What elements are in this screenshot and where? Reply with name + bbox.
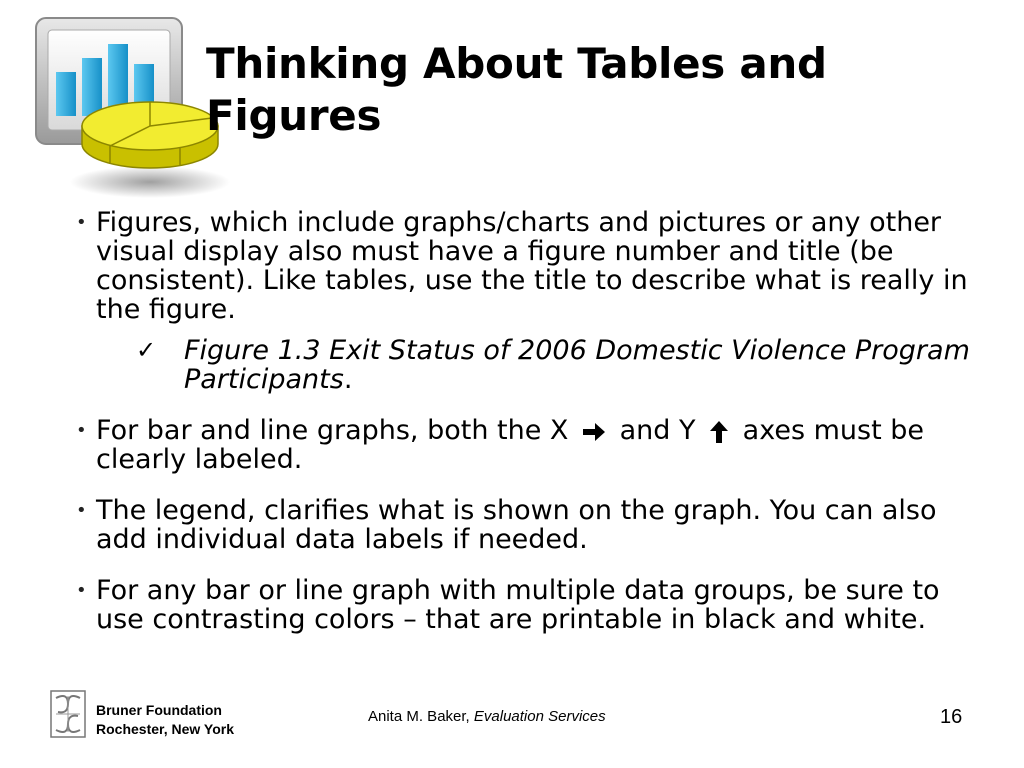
bullet-dot-icon: • <box>76 212 87 233</box>
footer-organization <box>96 701 234 739</box>
bruner-foundation-logo-icon <box>50 690 86 738</box>
bullet-item <box>72 496 992 554</box>
bullet-dot-icon: • <box>76 420 87 441</box>
slide-title: Thinking About Tables and Figures <box>206 39 827 140</box>
footer-org-location: Rochester, New York <box>96 721 234 737</box>
page-number: 16 <box>940 706 963 728</box>
checkmark-icon: ✓ <box>136 336 157 364</box>
footer-author-service: Evaluation Services <box>473 708 606 725</box>
arrow-up-icon <box>708 419 730 445</box>
bullet-text: For any bar or line graph with multiple data groups, be sure to use contrasting colors – that are printable in black and white. <box>96 575 940 635</box>
sub-bullet-item <box>136 335 992 395</box>
figure-title-example: Figure 1.3 Exit Status of 2006 Domestic Violence Program Participants <box>184 335 970 395</box>
bullet-dot-icon: • <box>76 500 87 521</box>
bullet-item <box>72 416 992 474</box>
bullet-dot-icon: • <box>76 580 87 601</box>
bullet-text-part3: axes must be clearly labeled. <box>96 415 925 475</box>
bullet-text: Figures, which include graphs/charts and pictures or any other visual display also must have a figure number and title (be consistent). Like tables, use the title to describe what is really in the figure. <box>96 207 968 325</box>
footer-author <box>368 708 606 725</box>
bullet-list <box>72 208 992 656</box>
bullet-text-part2: and Y <box>619 415 696 446</box>
figure-title-period: . <box>343 364 353 395</box>
bullet-item <box>72 576 992 634</box>
bullet-text-part1: For bar and line graphs, both the X <box>96 415 569 446</box>
footer-org-name: Bruner Foundation <box>96 702 222 718</box>
bullet-item <box>72 208 992 324</box>
footer-author-name: Anita M. Baker, <box>368 708 470 725</box>
bullet-text: The legend, clarifies what is shown on the graph. You can also add individual data labels if needed. <box>96 495 937 555</box>
arrow-right-icon <box>581 421 607 443</box>
chart-monitor-with-pie-icon <box>30 14 230 204</box>
